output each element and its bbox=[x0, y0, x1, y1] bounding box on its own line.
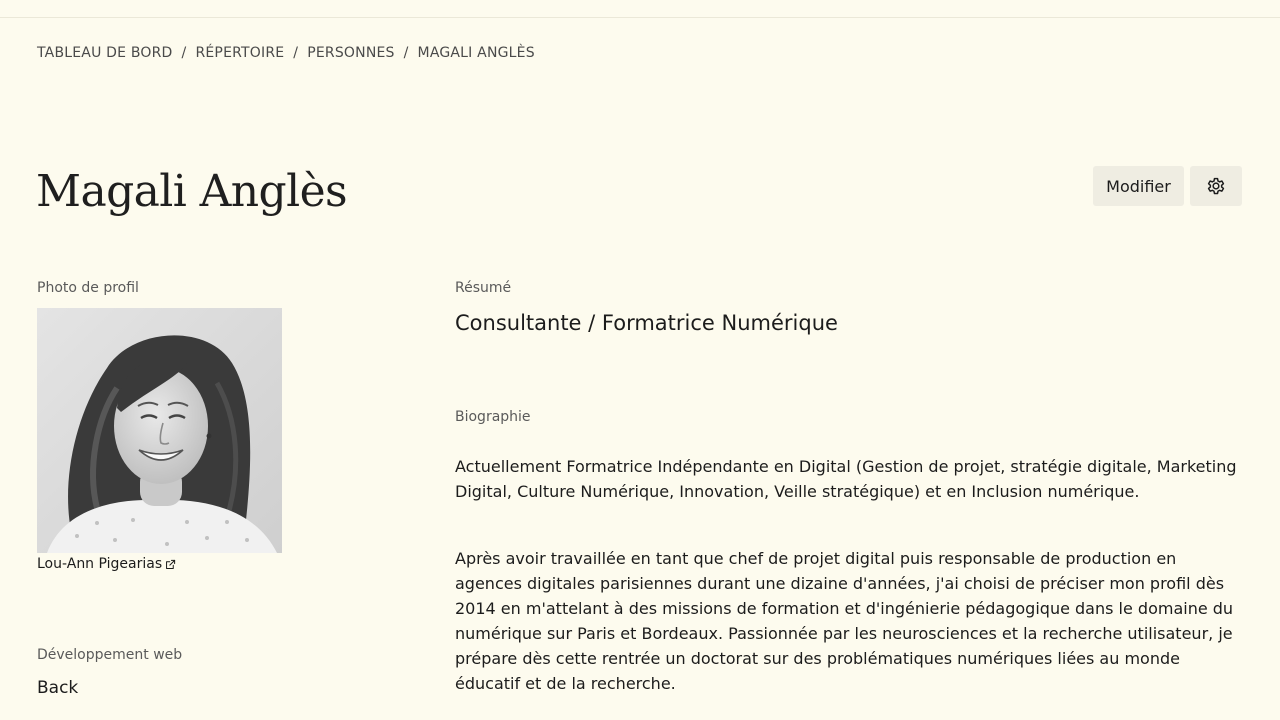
breadcrumb-item-current: MAGALI ANGLÈS bbox=[417, 45, 535, 61]
external-link-icon bbox=[165, 559, 176, 570]
breadcrumb-item-directory[interactable]: RÉPERTOIRE bbox=[195, 45, 285, 61]
biography-paragraph: Actuellement Formatrice Indépendante en Digital (Gestion de projet, stratégie digitale, Marketing Digital, Culture Numérique, Innovation, Veille stratégique) et en Inclusion numérique. bbox=[455, 457, 1237, 501]
web-development-value: Back bbox=[37, 678, 79, 698]
breadcrumb-item-people[interactable]: PERSONNES bbox=[307, 45, 395, 61]
web-development-label: Développement web bbox=[37, 647, 183, 663]
breadcrumb-separator: / bbox=[403, 45, 409, 61]
summary-label: Résumé bbox=[455, 280, 512, 296]
profile-photo bbox=[37, 308, 282, 553]
photo-credit-link[interactable] bbox=[37, 556, 176, 572]
settings-button[interactable] bbox=[1190, 166, 1242, 206]
breadcrumb-separator: / bbox=[293, 45, 299, 61]
biography-label: Biographie bbox=[455, 409, 531, 425]
header-divider bbox=[0, 17, 1280, 18]
gear-icon bbox=[1205, 175, 1227, 197]
summary-value: Consultante / Formatrice Numérique bbox=[455, 311, 838, 335]
edit-button[interactable]: Modifier bbox=[1093, 166, 1184, 206]
breadcrumb-separator: / bbox=[181, 45, 187, 61]
biography-paragraph: Après avoir travaillée en tant que chef de projet digital puis responsable de production en agences digitales parisiennes durant une dizaine d'années, j'ai choisi de préciser mon profil dès 2014 en m'attelant à des missions de formation et d'ingénierie pédagogique dans le domaine du numérique sur Paris et Bordeaux. Passionnée par les neurosciences et la recherche utilisateur, je prépare dès cette rentrée un doctorat sur des problématiques numériques liées au monde éducatif et de la recherche. bbox=[455, 549, 1234, 693]
breadcrumb-item-dashboard[interactable]: TABLEAU DE BORD bbox=[37, 45, 173, 61]
breadcrumb bbox=[37, 45, 535, 61]
page-title: Magali Anglès bbox=[36, 166, 347, 217]
profile-photo-label: Photo de profil bbox=[37, 280, 139, 296]
photo-credit-text: Lou-Ann Pigearias bbox=[37, 556, 163, 572]
